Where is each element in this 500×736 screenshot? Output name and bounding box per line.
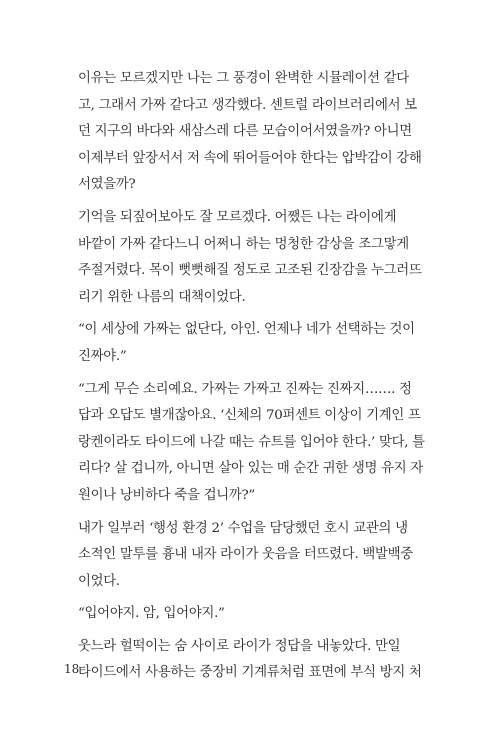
page-number: 18 xyxy=(64,662,80,676)
text-line: 기억을 되짚어보아도 잘 모르겠다. 어쨌든 나는 라이에게 xyxy=(78,209,397,225)
text-line: 랑켄이라도 타이드에 나갈 때는 슈트를 입어야 한다.’ 맞다, 틀 xyxy=(78,434,425,450)
text-line: 주절거렸다. 목이 뻣뻣해질 정도로 고조된 긴장감을 누그러뜨 xyxy=(78,263,422,279)
paragraph xyxy=(64,205,438,311)
text-line: 내가 일부러 ‘행성 환경 2’ 수업을 담당했던 호시 교관의 냉 xyxy=(78,520,408,536)
paragraph xyxy=(64,317,438,370)
text-line: “이 세상에 가짜는 없단다, 아인. 언제나 네가 선택하는 것이 xyxy=(78,322,415,338)
text-line: 답과 오답도 별개잖아요. ‘신체의 70퍼센트 이상이 기계인 프 xyxy=(78,408,421,424)
paragraph xyxy=(64,634,438,687)
text-line: 이제부터 앞장서서 저 속에 뛰어들어야 한다는 압박감이 강해 xyxy=(78,150,422,166)
text-line: 서였을까? xyxy=(78,177,136,193)
text-line: 바깥이 가짜 같다느니 어쩌니 하는 멍청한 감상을 조그맣게 xyxy=(78,236,409,252)
text-line: 고, 그래서 가짜 같다고 생각했다. 센트럴 라이브러리에서 보 xyxy=(78,97,417,113)
text-line: 웃느라 헐떡이는 숨 사이로 라이가 정답을 내놓았다. 만일 xyxy=(78,638,401,654)
text-line: 리기 위한 나름의 대책이었다. xyxy=(78,289,246,305)
text-line: 던 지구의 바다와 새삼스레 다른 모습이어서였을까? 아니면 xyxy=(78,124,412,140)
text-line: 원이나 낭비하다 죽을 겁니까?” xyxy=(78,487,255,503)
body-text xyxy=(64,66,438,693)
text-line: 진짜야.” xyxy=(78,348,127,364)
text-line: 이유는 모르겠지만 나는 그 풍경이 완벽한 시뮬레이션 같다 xyxy=(78,71,409,86)
text-line: “그게 무슨 소리예요. 가짜는 가짜고 진짜는 진짜지……. 정 xyxy=(78,381,412,397)
paragraph xyxy=(64,516,438,596)
paragraph xyxy=(64,377,438,510)
paragraph xyxy=(64,601,438,628)
text-line: 타이드에서 사용하는 중장비 기계류처럼 표면에 부식 방지 처 xyxy=(78,665,422,681)
paragraph xyxy=(64,66,438,199)
text-line: 이었다. xyxy=(78,573,120,589)
text-line: “입어야지. 암, 입어야지.” xyxy=(78,606,225,622)
text-line: 리다? 살 겁니까, 아니면 살아 있는 매 순간 귀한 생명 유지 자 xyxy=(78,461,423,477)
text-line: 소적인 말투를 흉내 내자 라이가 웃음을 터뜨렸다. 백발백중 xyxy=(78,547,413,563)
